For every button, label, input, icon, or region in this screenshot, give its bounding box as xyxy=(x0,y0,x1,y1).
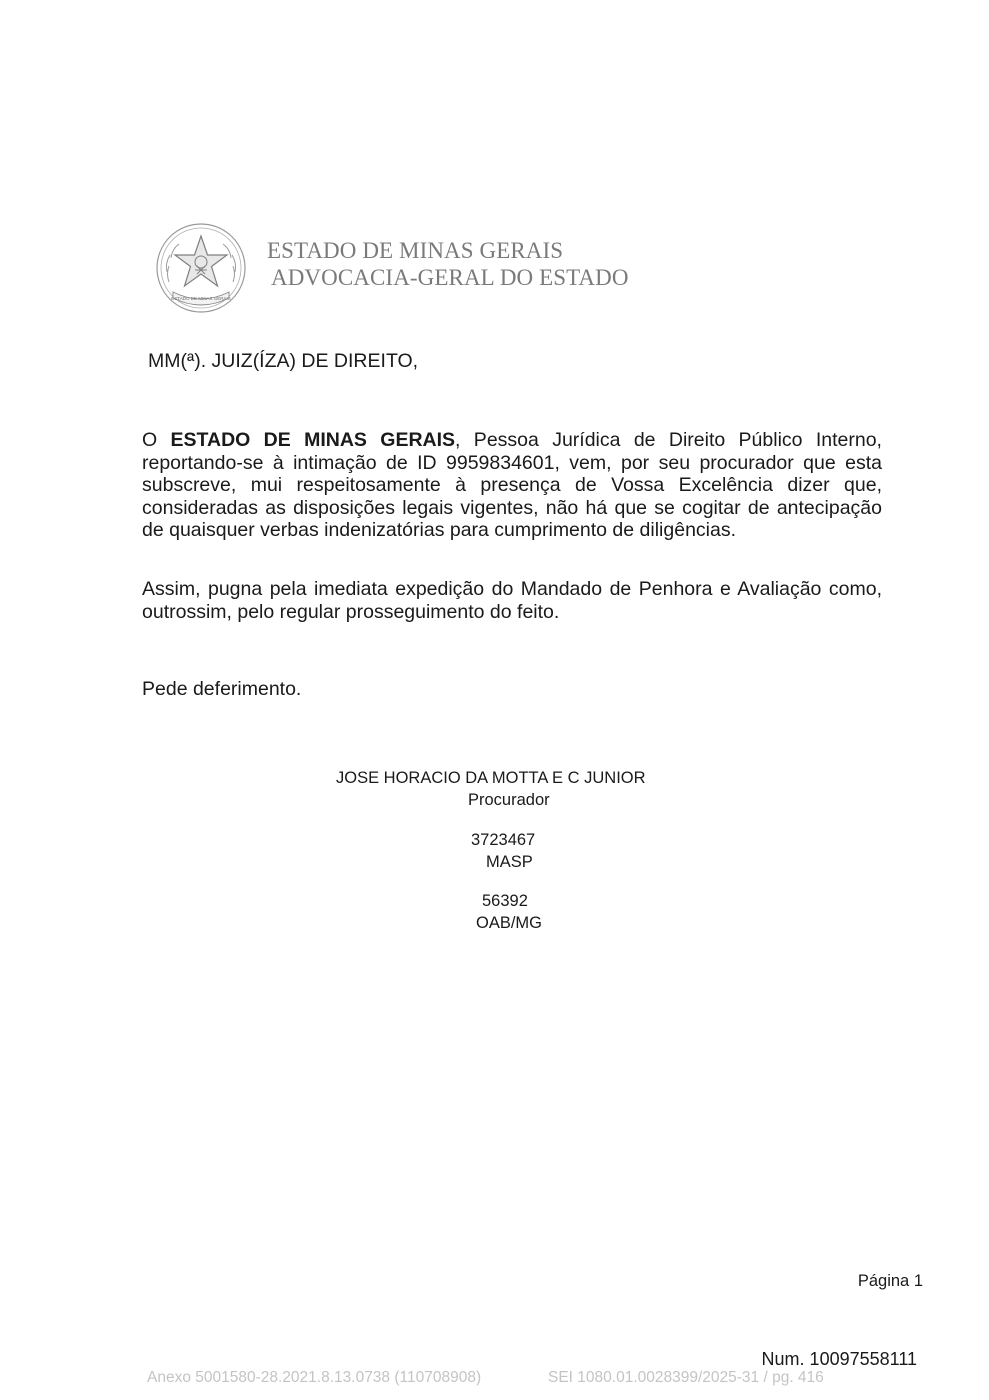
masp-label: MASP xyxy=(486,853,533,871)
signer-role: Procurador xyxy=(468,791,550,809)
paragraph1-prefix: O xyxy=(142,429,171,451)
oab-label: OAB/MG xyxy=(476,914,543,932)
document-number: Num. 10097558111 xyxy=(761,1349,917,1369)
masp-number: 3723467 xyxy=(471,831,536,849)
footer-annex-reference: Anexo 5001580-28.2021.8.13.0738 (110708908) xyxy=(147,1369,482,1386)
footer-sei-reference: SEI 1080.01.0028399/2025-31 / pg. 416 xyxy=(548,1369,824,1386)
body-paragraph-2: Assim, pugna pela imediata expedição do Mandado de Penhora e Avaliação como, outrossim, pelo regular prosseguimento do feito. xyxy=(142,578,882,623)
oab-number: 56392 xyxy=(482,892,528,910)
salutation: MM(ª). JUIZ(ÍZA) DE DIREITO, xyxy=(148,350,419,372)
paragraph1-text: , Pessoa Jurídica de Direito Público Interno, reportando-se à intimação de ID 9959834601, vem, por seu procurador que esta subscreve, mui respeitosamente à presença de Vossa Excelência dizer que, consideradas as disposições legais vigentes, não há que se cogitar de antecipação de quaisquer verbas indenizatórias para cumprimento de diligências. xyxy=(142,429,882,541)
paragraph1-bold-party: ESTADO DE MINAS GERAIS xyxy=(170,429,456,451)
seal-text: ESTADO DE MINAS GERAIS xyxy=(171,296,231,301)
closing-request: Pede deferimento. xyxy=(142,678,302,700)
signer-name: JOSE HORACIO DA MOTTA E C JUNIOR xyxy=(336,769,646,787)
minas-gerais-coat-of-arms-icon xyxy=(155,222,247,314)
body-paragraph-1 xyxy=(142,429,882,542)
page-number: Página 1 xyxy=(857,1272,923,1290)
letterhead xyxy=(155,222,675,314)
org-state-name: ESTADO DE MINAS GERAIS xyxy=(267,238,564,263)
org-agency-name: ADVOCACIA-GERAL DO ESTADO xyxy=(271,265,629,290)
